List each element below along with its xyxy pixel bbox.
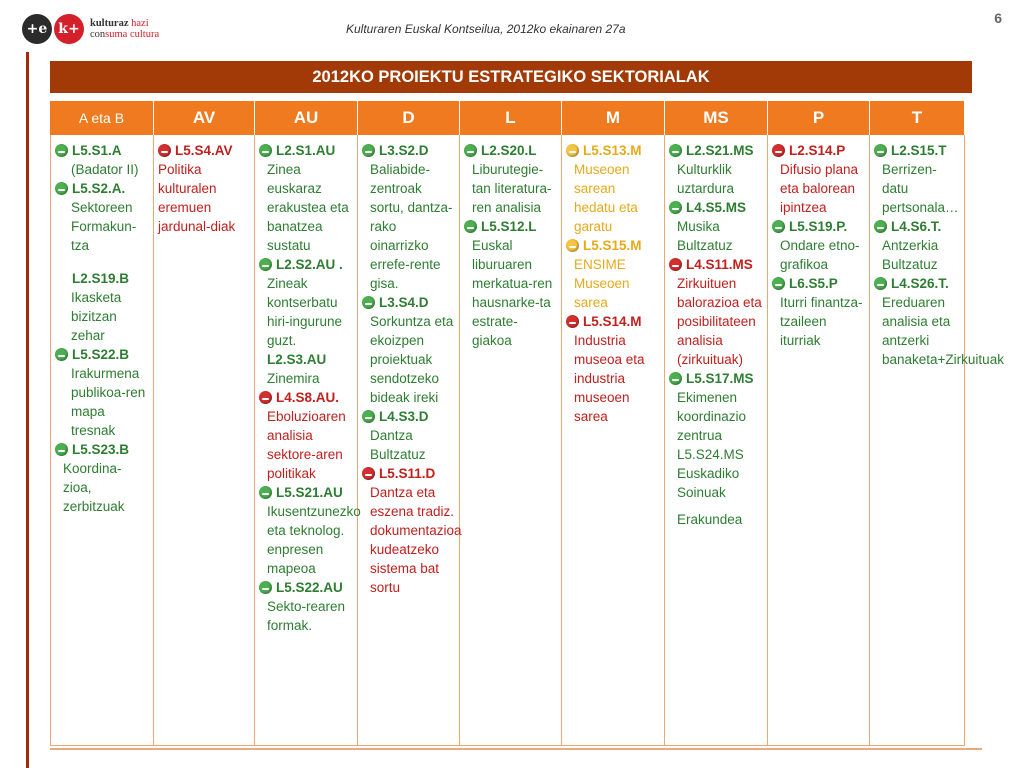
project-desc: Zirkuituen balorazioa eta posibilitateen analisia (zirkuituak) xyxy=(677,276,762,367)
project-desc: Irakurmena publikoa-ren mapa tresnak xyxy=(71,366,146,438)
column-l xyxy=(460,135,562,746)
project-desc: Zineak kontserbatu hiri-ingurune guzt. xyxy=(267,276,343,348)
project-code: L2.S19.B xyxy=(72,271,130,286)
status-green-icon xyxy=(772,277,785,290)
project-entry xyxy=(464,141,557,217)
status-green-icon xyxy=(464,220,477,233)
project-entry xyxy=(464,217,557,350)
project-code: L6.S5.P xyxy=(789,276,838,291)
project-entry xyxy=(55,179,149,255)
status-yellow-icon xyxy=(566,239,579,252)
project-desc: Erakundea xyxy=(677,512,743,527)
column-header-av: AV xyxy=(154,101,255,135)
project-entry xyxy=(259,578,353,635)
project-entry xyxy=(259,141,353,255)
project-entry xyxy=(362,141,455,293)
status-green-icon xyxy=(259,486,272,499)
project-entry xyxy=(55,141,149,179)
project-code: L2.S20.L xyxy=(481,143,537,158)
project-desc: Euskal liburuaren merkatua-ren hausnarke-ta estrate-giakoa xyxy=(472,238,553,348)
status-green-icon xyxy=(259,581,272,594)
project-desc: Baliabide-zentroak sortu, dantza-rako oinarrizko errefe-rente gisa. xyxy=(370,162,453,291)
project-entry xyxy=(874,217,960,274)
status-green-icon xyxy=(55,182,68,195)
project-desc: Liburutegie-tan literatura-ren analisia xyxy=(472,162,552,215)
project-desc: Ikusentzunezko eta teknolog. enpresen mapeoa xyxy=(267,504,361,576)
project-desc: Eboluzioaren analisia sektore-aren politikak xyxy=(267,409,346,481)
column-header-t: T xyxy=(870,101,965,135)
column-m xyxy=(562,135,665,746)
project-entry xyxy=(669,141,763,198)
logo-text xyxy=(90,18,159,40)
project-code: L5.S14.M xyxy=(583,314,642,329)
column-p xyxy=(768,135,870,746)
column-t xyxy=(870,135,1004,746)
page-title: 2012KO PROIEKTU ESTRATEGIKO SEKTORIALAK xyxy=(50,61,972,93)
project-desc: Antzerkia Bultzatuz xyxy=(882,238,939,272)
status-red-icon xyxy=(259,391,272,404)
logo-word-con: con xyxy=(90,29,106,40)
status-red-icon xyxy=(158,144,171,157)
project-code: L4.S11.MS xyxy=(686,257,753,272)
status-green-icon xyxy=(669,144,682,157)
project-code: L5.S23.B xyxy=(72,442,130,457)
project-code: L5.S15.M xyxy=(583,238,642,253)
project-desc: ENSIME Museoen sarea xyxy=(574,257,630,310)
status-green-icon xyxy=(874,277,887,290)
project-entry xyxy=(669,369,763,445)
status-red-icon xyxy=(566,315,579,328)
left-rule xyxy=(26,52,29,768)
project-desc: Berrizen-datu pertsonala… xyxy=(882,162,959,215)
project-desc: (Badator II) xyxy=(71,162,139,177)
project-entry xyxy=(566,312,660,426)
column-header-ms: MS xyxy=(665,101,768,135)
project-entry xyxy=(259,350,353,388)
project-desc: Ereduaren analisia eta antzerki banaketa+Zirkuituak xyxy=(882,295,1004,367)
header-subtitle: Kulturaren Euskal Kontseilua, 2012ko ekainaren 27a xyxy=(346,22,626,36)
project-desc: Dantza eta eszena tradiz. dokumentazioa kudeatzeko sistema bat sortu xyxy=(370,485,462,595)
column-header-au: AU xyxy=(255,101,358,135)
project-entry xyxy=(669,255,763,369)
column-d xyxy=(358,135,460,746)
project-entry xyxy=(362,293,455,407)
project-entry xyxy=(874,141,960,217)
status-green-icon xyxy=(55,348,68,361)
project-desc: Dantza Bultzatuz xyxy=(370,428,426,462)
page-number: 6 xyxy=(994,10,1002,26)
project-desc: Sorkuntza eta ekoizpen proiektuak sendotzeko bideak ireki xyxy=(370,314,454,405)
project-desc: Politika kulturalen eremuen jardunal-diak xyxy=(158,162,236,234)
project-desc: Sekto-rearen formak. xyxy=(267,599,346,633)
status-green-icon xyxy=(362,296,375,309)
status-green-icon xyxy=(259,144,272,157)
project-code: L2.S2.AU . xyxy=(276,257,343,272)
status-green-icon xyxy=(362,144,375,157)
column-au xyxy=(255,135,361,746)
project-desc: Ikasketa bizitzan zehar xyxy=(71,290,122,343)
project-desc: Industria museoa eta industria museoen sarea xyxy=(574,333,645,424)
logo xyxy=(22,12,159,46)
bottom-rule xyxy=(50,748,982,750)
project-entry xyxy=(669,198,763,255)
column-header-p: P xyxy=(768,101,870,135)
status-green-icon xyxy=(55,443,68,456)
column-header-l: L xyxy=(460,101,562,135)
status-green-icon xyxy=(669,201,682,214)
status-green-icon xyxy=(669,372,682,385)
project-desc: Zinemira xyxy=(267,371,320,386)
project-entry xyxy=(259,483,361,578)
status-yellow-icon xyxy=(566,144,579,157)
project-entry xyxy=(566,236,660,312)
status-red-icon xyxy=(362,467,375,480)
project-code: L5.S12.L xyxy=(481,219,537,234)
status-green-icon xyxy=(874,220,887,233)
projects-table xyxy=(50,101,1004,746)
project-desc: Kulturklik uztardura xyxy=(677,162,735,196)
status-green-icon xyxy=(259,258,272,271)
status-red-icon xyxy=(669,258,682,271)
project-code: L4.S26.T. xyxy=(891,276,949,291)
column-header-d: D xyxy=(358,101,460,135)
project-desc: Sektoreen Formakun-tza xyxy=(71,200,137,253)
project-desc: Ondare etno-grafikoa xyxy=(780,238,860,272)
project-desc: Ekimenen koordinazio zentrua xyxy=(677,390,747,443)
project-code: L5.S2.A. xyxy=(72,181,126,196)
project-entry xyxy=(362,464,462,597)
project-code: L5.S24.MS xyxy=(677,447,744,462)
project-code: L2.S3.AU xyxy=(267,352,327,367)
status-green-icon xyxy=(464,144,477,157)
project-desc: Koordina-zioa, zerbitzuak xyxy=(63,461,125,514)
project-code: L5.S22.AU xyxy=(276,580,343,595)
project-entry xyxy=(772,217,865,274)
project-code: L2.S21.MS xyxy=(686,143,754,158)
project-code: L5.S13.M xyxy=(583,143,642,158)
logo-circle-e: +e xyxy=(22,14,52,44)
project-entry xyxy=(566,141,660,236)
project-code: L2.S15.T xyxy=(891,143,947,158)
logo-word-hazi: hazi xyxy=(128,18,149,29)
project-desc: Iturri finantza-tzaileen iturriak xyxy=(780,295,863,348)
project-entry xyxy=(772,141,865,217)
project-code: L4.S5.MS xyxy=(686,200,747,215)
project-code: L5.S22.B xyxy=(72,347,130,362)
project-code: L4.S8.AU. xyxy=(276,390,340,405)
project-code: L3.S2.D xyxy=(379,143,429,158)
project-code: L2.S14.P xyxy=(789,143,846,158)
project-code: L4.S3.D xyxy=(379,409,429,424)
project-desc: Museoen sarean hedatu eta garatu xyxy=(574,162,638,234)
status-green-icon xyxy=(874,144,887,157)
project-entry xyxy=(259,388,353,483)
project-entry xyxy=(362,407,455,464)
status-red-icon xyxy=(772,144,785,157)
project-desc: Zinea euskaraz erakustea eta banatzea sustatu xyxy=(267,162,349,253)
project-entry xyxy=(259,255,353,350)
project-desc: Euskadiko Soinuak xyxy=(677,466,740,500)
status-green-icon xyxy=(362,410,375,423)
project-desc: Difusio plana eta balorean ipintzea xyxy=(780,162,859,215)
project-entry xyxy=(669,445,763,502)
project-code: L2.S1.AU xyxy=(276,143,336,158)
column-header-m: M xyxy=(562,101,665,135)
project-code: L3.S4.D xyxy=(379,295,429,310)
project-code: L5.S21.AU xyxy=(276,485,343,500)
project-entry xyxy=(669,510,763,529)
project-code: L5.S1.A xyxy=(72,143,122,158)
project-entry xyxy=(874,274,1004,369)
project-entry xyxy=(55,440,149,516)
logo-word-suma: suma cultura xyxy=(105,29,160,40)
column-ab xyxy=(50,135,154,746)
project-entry xyxy=(158,141,250,236)
project-code: L5.S19.P. xyxy=(789,219,848,234)
logo-circle-k: k+ xyxy=(54,14,84,44)
column-header-ab: A eta B xyxy=(50,101,154,135)
project-entry xyxy=(55,345,149,440)
project-entry xyxy=(55,269,149,345)
project-code: L5.S11.D xyxy=(379,466,436,481)
column-ms xyxy=(665,135,768,746)
project-entry xyxy=(772,274,865,350)
project-desc: Musika Bultzatuz xyxy=(677,219,733,253)
column-av xyxy=(154,135,255,746)
status-green-icon xyxy=(772,220,785,233)
project-code: L5.S4.AV xyxy=(175,143,233,158)
status-green-icon xyxy=(55,144,68,157)
project-code: L5.S17.MS xyxy=(686,371,754,386)
project-code: L4.S6.T. xyxy=(891,219,942,234)
logo-word-kulturaz: kulturaz xyxy=(90,18,129,29)
